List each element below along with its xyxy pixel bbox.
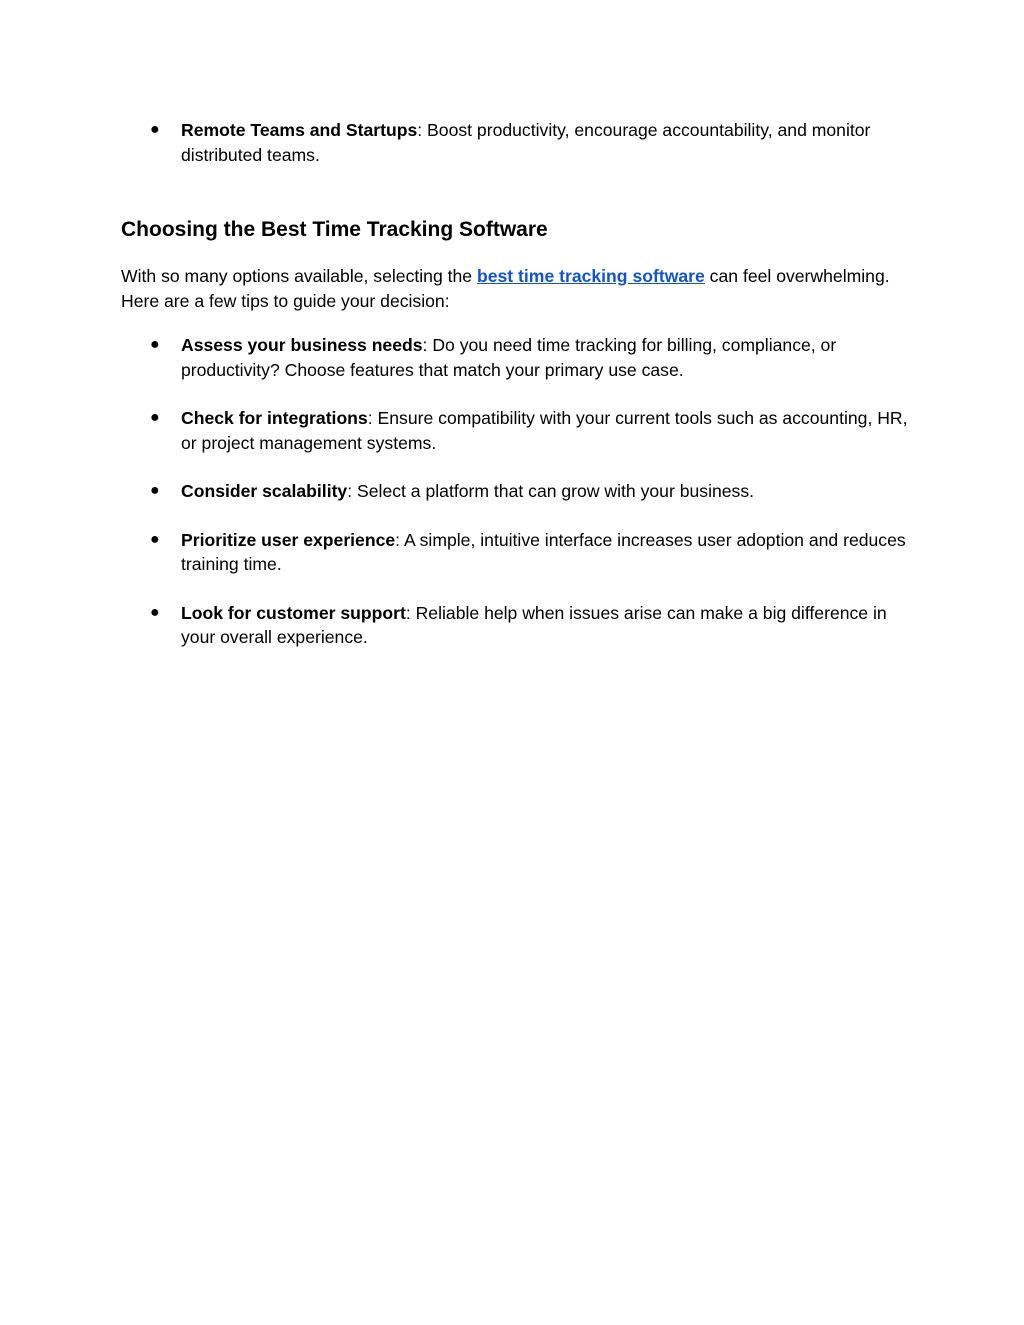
list-item-term: Consider scalability [181, 481, 348, 501]
list-item [121, 601, 911, 650]
list-item [121, 118, 911, 167]
list-item [121, 406, 911, 455]
bullet-icon: ● [150, 603, 160, 621]
intro-text-after: can feel overwhelming. Here are a few tips to guide your decision: [121, 266, 890, 311]
list-item [121, 479, 911, 504]
intro-paragraph [121, 264, 911, 313]
list-item [121, 528, 911, 577]
list-item-text: : A simple, intuitive interface increases user adoption and reduces training time. [181, 529, 906, 574]
list-item-term: Remote Teams and Startups [181, 120, 418, 140]
document-content [121, 118, 911, 650]
section-heading: Choosing the Best Time Tracking Software [121, 218, 548, 241]
list-item-term: Prioritize user experience [181, 529, 396, 550]
tips-bullet-list [121, 333, 911, 650]
top-bullet-list [121, 118, 911, 167]
bullet-icon: ● [150, 530, 160, 548]
list-item-text: : Boost productivity, encourage accountability, and monitor distributed teams. [181, 120, 871, 165]
bullet-icon: ● [150, 121, 160, 138]
bullet-icon: ● [150, 336, 160, 353]
bullet-icon: ● [150, 409, 160, 426]
bullet-icon: ● [150, 482, 160, 499]
list-item-term: Look for customer support [181, 602, 406, 623]
list-item-text: : Reliable help when issues arise can make a big difference in your overall experience. [181, 602, 887, 647]
list-item-term: Assess your business needs [181, 335, 423, 355]
best-time-tracking-software-link[interactable]: best time tracking software [476, 266, 705, 286]
intro-text-before: With so many options available, selecting the [121, 266, 477, 286]
list-item-text: : Do you need time tracking for billing, compliance, or productivity? Choose features that match your primary use case. [181, 335, 837, 380]
list-item-text: : Ensure compatibility with your current tools such as accounting, HR, or project management systems. [181, 408, 908, 453]
list-item-text: : Select a platform that can grow with your business. [347, 481, 755, 501]
list-item [121, 333, 911, 382]
list-item-term: Check for integrations [181, 408, 368, 428]
